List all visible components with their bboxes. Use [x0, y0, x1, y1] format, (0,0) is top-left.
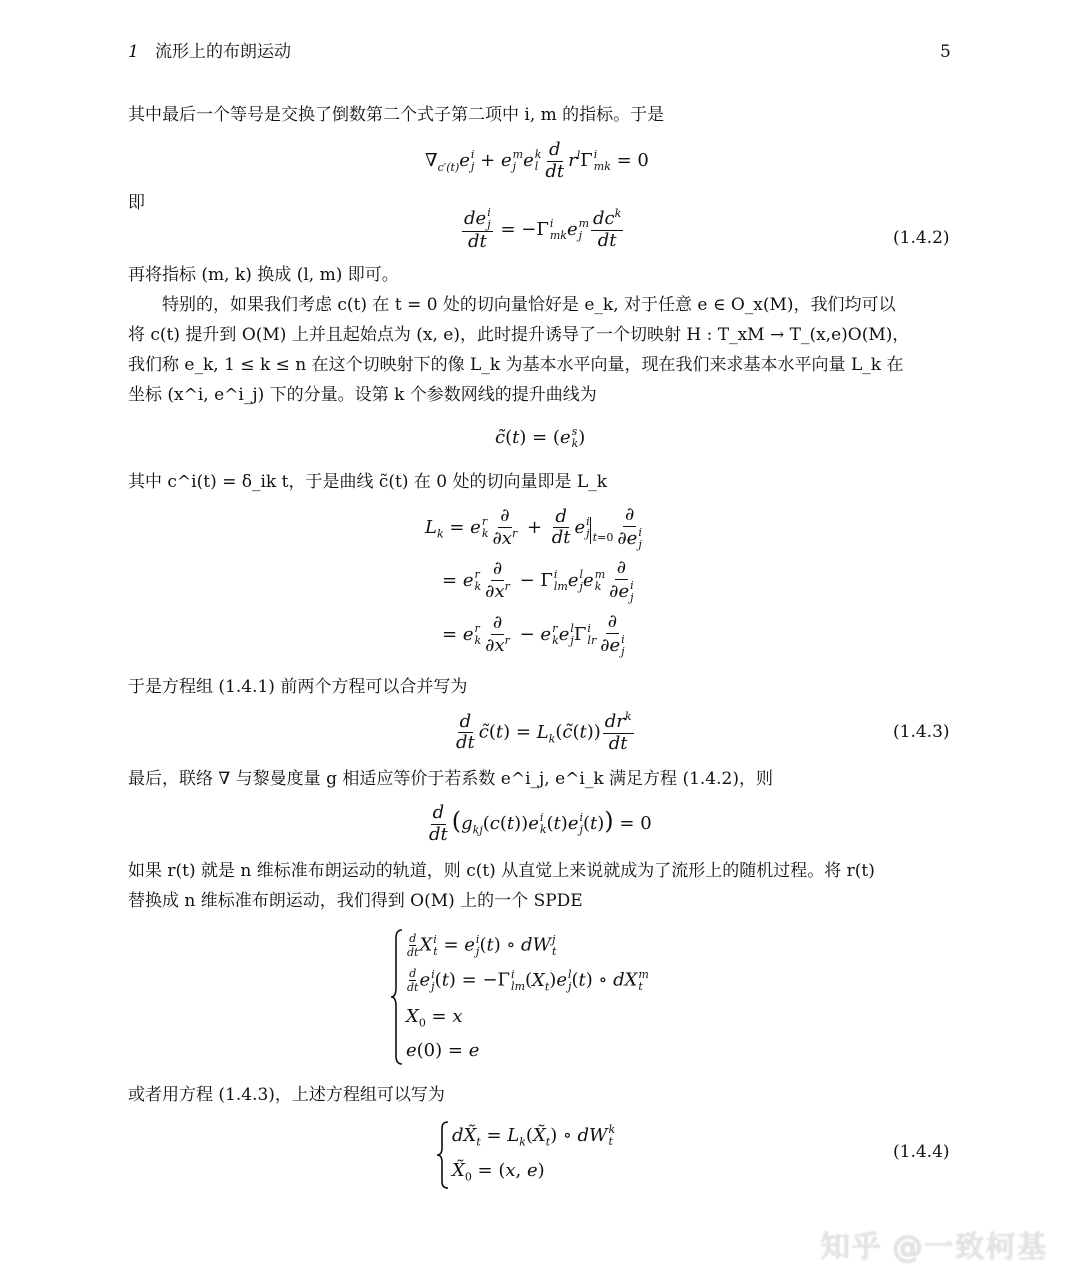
- eq144-line-1: $dX̃_t$ = $L_k(X̃_t)$ ∘ dW k t: [452, 1123, 616, 1149]
- chapter-title: 流形上的布朗运动: [155, 42, 292, 62]
- equation-nabla: $\nabla_{c'(t)}e$ i j + e m j e k l $\frac{d}{dt}$ $r^l\Gamma$ i mk = 0: [425, 139, 649, 182]
- equation-lifted-curve: c̃(t) = (e s k ): [495, 425, 586, 450]
- paragraph-7-line-2: 替换成 n 维标准布朗运动，我们得到 O(M) 上的一个 SPDE: [128, 891, 583, 911]
- paragraph-4: 其中 c^i(t) = δ_ik t，于是曲线 c̃(t) 在 0 处的切向量即是 L_k: [128, 472, 608, 492]
- paragraph-8: 或者用方程 (1.4.3)，上述方程组可以写为: [128, 1085, 445, 1105]
- spde-line-1: $\frac{d}{dt}$ X i t = e i j (t) ∘ dW j t: [407, 932, 557, 959]
- left-brace-icon: [436, 1120, 450, 1190]
- equation-number-1-4-4: (1.4.4): [893, 1142, 950, 1162]
- eq144-line-2: $X̃_0 = (x$, e): [452, 1160, 545, 1184]
- paragraph-1: 其中最后一个等号是交换了倒数第二个式子第二项中 i, m 的指标。于是: [128, 105, 665, 125]
- equation-number-1-4-3: (1.4.3): [893, 722, 950, 742]
- paragraph-6: 最后，联络 ∇ 与黎曼度量 g 相适应等价于若系数 e^i_j, e^i_k 满足方程 (1.4.2)，则: [128, 769, 773, 789]
- equation-1-4-4: [436, 1120, 656, 1192]
- chapter-number: 1: [128, 42, 139, 62]
- equation-spde-system: [390, 928, 710, 1068]
- equation-lk-line-1: $L_k = e$ r k $\frac{\partial}{\partial x^r}$ + $\frac{d}{dt}$ e i j $_{t=0}$ ∂ ∂e i j: [425, 504, 642, 551]
- paragraph-2: 再将指标 (m, k) 换成 (l, m) 即可。: [128, 265, 399, 285]
- paragraph-ji: 即: [128, 193, 145, 213]
- paragraph-5: 于是方程组 (1.4.1) 前两个方程可以合并写为: [128, 677, 468, 697]
- equation-lk-line-2: = e r k $\frac{\partial}{\partial x^r}$ − Γ i lm e l j e m k ∂ ∂e i j: [442, 557, 634, 604]
- running-header: [128, 37, 291, 67]
- spde-line-3: $X_0 = x$: [406, 1006, 463, 1030]
- paragraph-3-line-1: 特别的，如果我们考虑 c(t) 在 t = 0 处的切向量恰好是 e_k, 对于任意 e ∈ O_x(M)，我们均可以: [162, 295, 896, 315]
- equation-1-4-2: de i j dt = −Γ i mk e m j $\frac{dc^k}{dt}$: [464, 206, 622, 252]
- paragraph-3-line-3: 我们称 e_k, 1 ≤ k ≤ n 在这个切映射下的像 L_k 为基本水平向量，现在我们来求基本水平向量 L_k 在: [128, 355, 904, 375]
- paragraph-3-line-2: 将 c(t) 提升到 O(M) 上并且起始点为 (x, e)，此时提升诱导了一个切映射 H : T_xM → T_(x,e)O(M)，: [128, 325, 910, 345]
- paragraph-7-line-1: 如果 r(t) 就是 n 维标准布朗运动的轨道，则 c(t) 从直觉上来说就成为了流形上的随机过程。将 r(t): [128, 861, 875, 881]
- page-number: 5: [940, 42, 951, 62]
- equation-1-4-3: $\frac{d}{dt}$ c̃(t) = $L_k(c̃(t))$ $\frac{dr^k}{dt}$: [456, 710, 632, 754]
- equation-number-1-4-2: (1.4.2): [893, 228, 950, 248]
- equation-metric-compatibility: $\frac{d}{dt}$ ($g_{kj}(c(t))e$ i k (t)e i j (t)) = 0: [429, 802, 652, 845]
- left-brace-icon: [390, 928, 404, 1066]
- watermark: 知乎 @一致柯基: [820, 1230, 1048, 1265]
- equation-lk-line-3: = e r k $\frac{\partial}{\partial x^r}$ − e r k e l j Γ i lr ∂ ∂e i j: [442, 611, 625, 658]
- paragraph-3-line-4: 坐标 (x^i, e^i_j) 下的分量。设第 k 个参数网线的提升曲线为: [128, 385, 597, 405]
- spde-line-4: e(0) = e: [406, 1040, 480, 1061]
- spde-line-2: $\frac{d}{dt}$ e i j (t) = −Γ i lm $(X_t)e$ l j (t) ∘ dX m t: [407, 967, 649, 994]
